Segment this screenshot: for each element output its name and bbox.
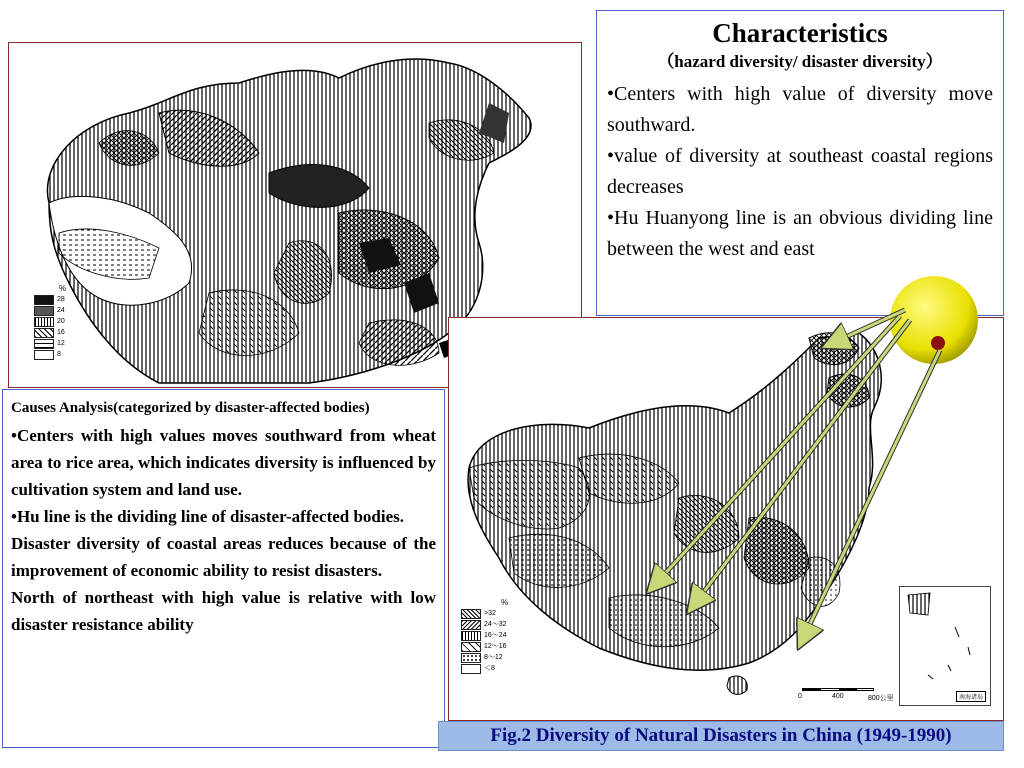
legend-label: ＜8: [484, 664, 495, 672]
legend-label: >32: [484, 609, 496, 617]
south-china-sea-inset-bottom: [899, 586, 991, 706]
legend-label: 8: [57, 350, 61, 358]
causes-analysis-panel: [2, 389, 445, 748]
legend-swatch: [34, 295, 54, 305]
scale-label: 800公里: [868, 695, 894, 702]
legend-swatch: [34, 317, 54, 327]
legend-top-unit: %: [59, 284, 67, 293]
scale-bar: [798, 688, 898, 704]
legend-bottom-row: [461, 608, 508, 619]
characteristics-title: Characteristics: [712, 18, 888, 48]
legend-bottom-row: [461, 663, 508, 674]
legend-top-row: [34, 305, 66, 316]
legend-label: 20: [57, 317, 65, 325]
legend-label: 24～32: [484, 620, 507, 628]
scale-label: 400: [832, 693, 844, 700]
legend-top-row: [34, 294, 66, 305]
scale-label: 0: [798, 693, 802, 700]
legend-label: 8～12: [484, 653, 503, 661]
legend-swatch: [461, 653, 481, 663]
figure-caption: Fig.2 Diversity of Natural Disasters in China (1949-1990): [438, 721, 1004, 751]
causes-item: North of northeast with high value is relative with low disaster resistance ability: [11, 588, 436, 634]
legend-bottom-row: [461, 619, 508, 630]
sphere-graphic: [888, 296, 980, 368]
legend-bottom-unit: %: [501, 598, 509, 607]
pointer-sphere-icon: [888, 296, 980, 368]
legend-bottom-row: [461, 630, 508, 641]
inset-bottom-label: 南海诸岛: [956, 691, 986, 702]
legend-swatch: [34, 350, 54, 360]
legend-swatch: [461, 620, 481, 630]
legend-top: [34, 284, 66, 360]
characteristics-subtitle: （hazard diversity/ disaster diversity）: [657, 52, 943, 71]
causes-heading: Causes Analysis(categorized by disaster-affected bodies): [11, 400, 370, 416]
legend-top-row: [34, 316, 66, 327]
legend-top-row: [34, 327, 66, 338]
legend-label: 16～24: [484, 631, 507, 639]
legend-label: 16: [57, 328, 65, 336]
characteristics-item: •value of diversity at southeast coastal regions decreases: [607, 145, 993, 198]
legend-swatch: [34, 306, 54, 316]
legend-bottom-row: [461, 652, 508, 663]
legend-swatch: [461, 664, 481, 674]
legend-top-row: [34, 338, 66, 349]
causes-item: Disaster diversity of coastal areas reduces because of the improvement of economic ability to resist disasters.: [11, 534, 436, 580]
legend-swatch: [461, 609, 481, 619]
causes-item: •Hu line is the dividing line of disaster-affected bodies.: [11, 507, 405, 526]
legend-top-row: [34, 349, 66, 360]
legend-label: 12: [57, 339, 65, 347]
characteristics-item: •Hu Huanyong line is an obvious dividing line between the west and east: [607, 207, 993, 260]
legend-label: 24: [57, 306, 65, 314]
legend-swatch: [461, 631, 481, 641]
characteristics-panel: [596, 10, 1004, 316]
legend-bottom: [461, 598, 508, 674]
disaster-diversity-map-late: [448, 317, 1004, 721]
causes-item: •Centers with high values moves southward from wheat area to rice area, which indicates diversity is influenced by cultivation system and land use.: [11, 426, 436, 499]
legend-label: 28: [57, 295, 65, 303]
scale-bar-graphic: [802, 688, 874, 691]
legend-swatch: [34, 339, 54, 349]
legend-swatch: [34, 328, 54, 338]
legend-label: 12～16: [484, 642, 507, 650]
characteristics-item: •Centers with high value of diversity move southward.: [607, 83, 993, 136]
inset-bottom-graphic: [900, 587, 992, 707]
legend-swatch: [461, 642, 481, 652]
legend-bottom-row: [461, 641, 508, 652]
